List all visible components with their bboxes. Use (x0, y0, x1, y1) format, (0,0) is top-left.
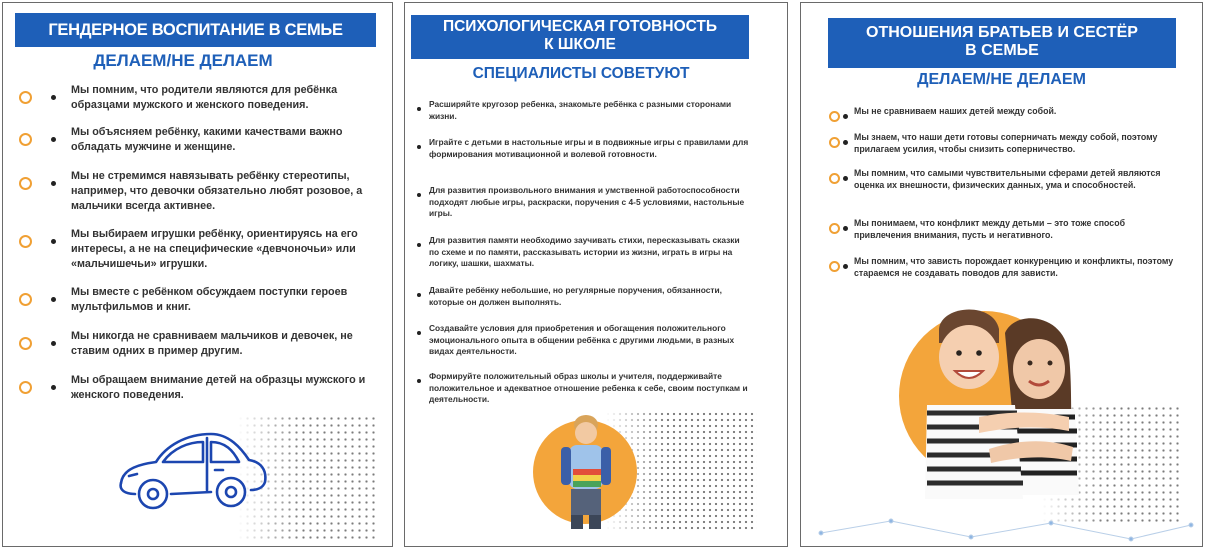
orange-ring-icon (19, 133, 32, 146)
list-item-text: Мы никогда не сравниваем мальчиков и девочек, не ставим одних в пример другим. (71, 330, 353, 358)
list-item-text: Мы понимаем, что конфликт между детьми – это тоже способ привлечения внимания, пусть и негативного. (854, 218, 1126, 241)
list-item-text: Мы объясняем ребёнку, какими качествами важно обладать мужчине и женщине. (71, 126, 343, 154)
poster-title-line1: ПСИХОЛОГИЧЕСКАЯ ГОТОВНОСТЬ (442, 18, 718, 35)
network-decoration (801, 503, 1202, 547)
list-item-text: Мы помним, что зависть порождает конкуренцию и конфликты, поэтому стараемся не создавать поводов для зависти. (854, 256, 1174, 279)
orange-ring-icon (829, 261, 840, 272)
list-item-text: Мы вместе с ребёнком обсуждаем поступки героев мультфильмов и книг. (71, 286, 348, 314)
schoolboy-with-books-icon (555, 407, 617, 535)
gender-education-poster (2, 2, 393, 547)
poster-title-line2: К ШКОЛЕ (544, 35, 616, 53)
poster-subtitle: ДЕЛАЕМ/НЕ ДЕЛАЕМ (917, 71, 1086, 88)
bullet-icon (417, 193, 421, 197)
bullet-icon (51, 181, 56, 186)
bullet-icon (843, 176, 848, 181)
orange-ring-icon (19, 293, 32, 306)
list-item-text: Создавайте условия для приобретения и обогащения положительного эмоционального опыта в общении ребёнка с другими людьми, в разных видах деятельности. (429, 323, 735, 357)
bullet-icon (843, 264, 848, 269)
list-item-text: Мы помним, что самыми чувствительными сферами детей являются оценка их внешности, физических данных, ума и способностей. (854, 168, 1161, 191)
list-item-text: Мы не стремимся навязывать ребёнку стереотипы, например, что девочки обязательно любят розовое, а мальчики всегда активнее. (71, 170, 363, 213)
bullet-icon (417, 107, 421, 111)
bullet-icon (417, 293, 421, 297)
orange-ring-icon (829, 173, 840, 184)
orange-ring-icon (19, 235, 32, 248)
list-item-text: Мы не сравниваем наших детей между собой. (854, 106, 1057, 116)
bullet-icon (843, 114, 848, 119)
list-item-text: Играйте с детьми в настольные игры и в подвижные игры с правилами для формирования мотивационной и волевой готовности. (429, 137, 749, 159)
poster-title: ГЕНДЕРНОЕ ВОСПИТАНИЕ В СЕМЬЕ (15, 13, 376, 47)
list-item-text: Мы выбираем игрушки ребёнку, ориентируясь на его интересы, а не на специфические «девчоночьи» или «мальчишечьи» игрушки. (71, 228, 358, 271)
list-item-text: Для развития памяти необходимо заучивать стихи, пересказывать сказки по схеме и по памяти, рассказывать истории из жизни, играть в игры на логику, шашки, шахматы. (429, 235, 740, 269)
bullet-icon (51, 297, 56, 302)
bullet-icon (417, 145, 421, 149)
list-item-text: Для развития произвольного внимания и умственной работоспособности подходят любые игры, раскраски, поручения с 4-5 условиями, настольные игры. (429, 185, 745, 219)
poster-subtitle: ДЕЛАЕМ/НЕ ДЕЛАЕМ (93, 51, 273, 70)
list-item-text: Формируйте положительный образ школы и учителя, поддерживайте положительное и адекватное отношение ребенка к себе, своим поступкам и деятельности. (429, 371, 748, 405)
bullet-icon (417, 243, 421, 247)
poster-title (828, 18, 1176, 68)
orange-ring-icon (829, 137, 840, 148)
bullet-icon (843, 226, 848, 231)
poster-title (411, 15, 749, 59)
car-drawing-icon (111, 428, 271, 520)
bullet-icon (417, 331, 421, 335)
orange-ring-icon (829, 223, 840, 234)
poster-title-line1: ОТНОШЕНИЯ БРАТЬЕВ И СЕСТЁР (866, 24, 1138, 41)
list-item-text: Мы знаем, что наши дети готовы соперничать между собой, поэтому прилагаем усилия, чтобы снизить соперничество. (854, 132, 1158, 155)
bullet-icon (51, 239, 56, 244)
orange-ring-icon (19, 381, 32, 394)
school-readiness-poster (404, 2, 788, 547)
bullet-icon (843, 140, 848, 145)
poster-title-line2: В СЕМЬЕ (965, 42, 1039, 60)
bullet-icon (51, 385, 56, 390)
orange-ring-icon (19, 177, 32, 190)
bullet-icon (417, 379, 421, 383)
bullet-icon (51, 137, 56, 142)
bullet-icon (51, 95, 56, 100)
list-item-text: Мы помним, что родители являются для ребёнка образцами мужского и женского поведения. (71, 84, 338, 112)
bullet-icon (51, 341, 56, 346)
hugging-children-photo (919, 299, 1089, 499)
list-item-text: Расширяйте кругозор ребенка, знакомьте ребёнка с разными сторонами жизни. (429, 99, 732, 121)
orange-ring-icon (19, 337, 32, 350)
list-item-text: Мы обращаем внимание детей на образцы мужского и женского поведения. (71, 374, 366, 402)
list-item-text: Давайте ребёнку небольшие, но регулярные поручения, обязанности, которые он должен выполнять. (429, 285, 722, 307)
poster-subtitle: СПЕЦИАЛИСТЫ СОВЕТУЮТ (472, 65, 690, 82)
orange-ring-icon (19, 91, 32, 104)
orange-ring-icon (829, 111, 840, 122)
siblings-relations-poster (800, 2, 1203, 547)
